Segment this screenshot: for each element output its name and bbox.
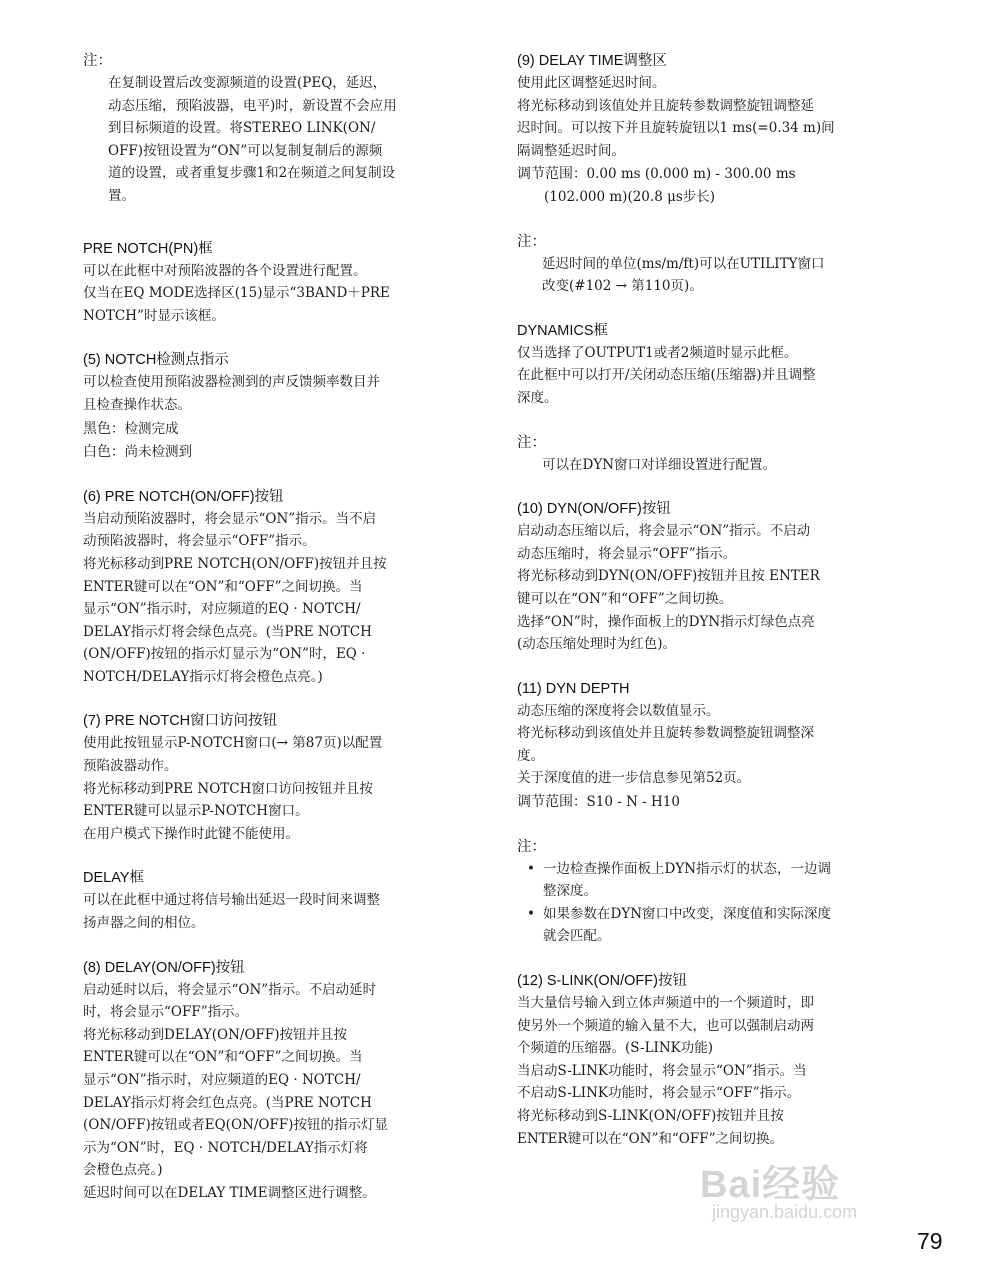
delay-time-section	[517, 50, 917, 209]
section-heading: (9) DELAY TIME调整区	[517, 53, 667, 69]
bullet-item	[517, 858, 917, 903]
text-line: 一边检查操作面板上DYN指示灯的状态，一边调	[543, 860, 832, 877]
range-label: 调节范围	[517, 793, 573, 810]
section-heading: (6) PRE NOTCH(ON/OFF)按钮	[83, 488, 284, 505]
slink-button-section	[517, 970, 917, 1150]
baidu-watermark	[700, 1153, 857, 1223]
section-heading: DELAY框	[83, 870, 144, 887]
text-line: 会橙色点亮。)	[83, 1162, 163, 1179]
text-line: 当启动预陷波器时，将会显示“ON”指示。当不启	[83, 510, 377, 527]
section-body	[83, 371, 478, 463]
text-line: 仅当选择了OUTPUT1或者2频道时显示此框。	[517, 344, 798, 361]
text-line: 使用此按钮显示P-NOTCH窗口(→ 第87页)以配置	[83, 735, 383, 752]
text-line: NOTCH”时显示该框。	[83, 307, 225, 324]
text-line: 深度。	[517, 389, 558, 406]
dyn-button-section	[517, 498, 917, 656]
text-line: 在用户模式下操作时此键不能使用。	[83, 825, 299, 842]
black-label: 黑色	[83, 419, 111, 436]
text-line: 将光标移动到该值处并且旋转参数调整旋钮调整深	[517, 725, 814, 742]
text-line: 显示“ON”指示时，对应频道的EQ · NOTCH/	[83, 601, 361, 618]
text-line: DELAY指示灯将会绿色点亮。(当PRE NOTCH	[83, 623, 372, 640]
text-line: 将光标移动到DELAY(ON/OFF)按钮并且按	[83, 1026, 348, 1043]
bullet-item	[517, 903, 917, 948]
note-section-3	[517, 432, 917, 477]
text-line: 时，将会显示“OFF”指示。	[83, 1004, 249, 1021]
black-status-row	[83, 417, 478, 441]
white-status-row	[83, 440, 478, 464]
text-line: 置。	[108, 187, 135, 204]
text-line: ENTER键可以在“ON”和“OFF”之间切换。当	[83, 578, 363, 595]
text-line: 动态压缩，预陷波器，电平)时，新设置不会应用	[108, 97, 397, 114]
section-body	[83, 732, 478, 845]
white-label: 白色	[83, 443, 111, 460]
text-line: 将光标移动到PRE NOTCH窗口访问按钮并且按	[83, 780, 373, 797]
section-heading: PRE NOTCH(PN)框	[83, 240, 213, 257]
text-line: 启动动态压缩以后，将会显示“ON”指示。不启动	[517, 523, 811, 540]
note-body	[517, 253, 917, 298]
text-line: NOTCH/DELAY指示灯将会橙色点亮。)	[83, 668, 323, 685]
dyn-depth-section	[517, 678, 917, 814]
text-line: 动态压缩时，将会显示“OFF”指示。	[517, 545, 737, 562]
range-label: 调节范围	[517, 165, 573, 182]
text-line: ENTER键可以显示P-NOTCH窗口。	[83, 803, 309, 820]
section-body	[83, 260, 478, 328]
text-line: 动态压缩的深度将会以数值显示。	[517, 702, 720, 719]
section-body	[83, 889, 478, 934]
text-line: 动预陷波器时，将会显示“OFF”指示。	[83, 533, 316, 550]
text-line: 到目标频道的设置。将STEREO LINK(ON/	[108, 120, 376, 137]
section-heading: (12) S-LINK(ON/OFF)按钮	[517, 973, 687, 990]
section-heading: DYNAMICS框	[517, 322, 609, 339]
text-line: 当启动S-LINK功能时，将会显示“ON”指示。当	[517, 1062, 807, 1079]
note-body	[517, 858, 917, 948]
text-line: 将光标移动到PRE NOTCH(ON/OFF)按钮并且按	[83, 555, 387, 572]
black-text: ：检测完成	[111, 420, 179, 437]
text-line: 可以在此框中通过将信号输出延迟一段时间来调整	[83, 892, 380, 909]
text-line: 整深度。	[543, 883, 597, 900]
text-line: 示为“ON”时，EQ · NOTCH/DELAY指示灯将	[83, 1139, 368, 1156]
text-line: 将光标移动到S-LINK(ON/OFF)按钮并且按	[517, 1108, 784, 1124]
delay-button-section	[83, 957, 478, 1205]
section-heading: (8) DELAY(ON/OFF)按钮	[83, 959, 245, 976]
text-line: DELAY指示灯将会红色点亮。(当PRE NOTCH	[83, 1094, 372, 1111]
section-body	[83, 979, 478, 1205]
dynamics-frame-section	[517, 320, 917, 410]
text-line: 迟时间。可以按下并且旋转旋钮以1 ms(=0.34 m)间	[517, 120, 835, 137]
text-line: 预陷波器动作。	[83, 758, 178, 775]
range-value: ：0.00 ms (0.000 m) - 300.00 ms	[573, 166, 796, 183]
section-body	[517, 520, 917, 656]
text-line: 使用此区调整延迟时间。	[517, 75, 666, 91]
section-heading: (5) NOTCH检测点指示	[83, 352, 229, 369]
text-line: (ON/OFF)按钮或者EQ(ON/OFF)按钮的指示灯显	[83, 1117, 388, 1134]
pre-notch-window-section	[83, 710, 478, 845]
section-heading: (7) PRE NOTCH窗口访问按钮	[83, 713, 278, 730]
section-body	[517, 700, 917, 814]
text-line: ENTER键可以在“ON”和“OFF”之间切换。	[517, 1130, 783, 1147]
text-line: 当大量信号输入到立体声频道中的一个频道时，即	[517, 995, 814, 1012]
text-line: 可以检查使用预陷波器检测到的声反馈频率数目并	[83, 374, 380, 391]
section-body	[517, 72, 917, 209]
note-body	[517, 454, 917, 477]
left-column	[83, 50, 478, 1205]
note-section-1	[83, 50, 478, 208]
bullet-icon: •	[527, 905, 535, 922]
text-line: (动态压缩处理时为红色)。	[517, 636, 677, 653]
text-line: 将光标移动到该值处并且旋转参数调整旋钮调整延	[517, 97, 814, 114]
text-line: 隔调整延迟时间。	[517, 142, 625, 159]
page-number: 79	[917, 1228, 943, 1254]
text-line: 使另外一个频道的输入量不大，也可以强制启动两	[517, 1017, 814, 1034]
text-line: 延迟时间可以在DELAY TIME调整区进行调整。	[83, 1184, 376, 1201]
text-line: (ON/OFF)按钮的指示灯显示为“ON”时，EQ ·	[83, 646, 366, 663]
section-heading: (11) DYN DEPTH	[517, 680, 630, 697]
note-body	[83, 72, 478, 208]
text-line: 键可以在“ON”和“OFF”之间切换。	[517, 590, 733, 607]
note-section-4	[517, 836, 917, 948]
text-line: 启动延时以后，将会显示“ON”指示。不启动延时	[83, 981, 377, 998]
text-line: 关于深度值的进一步信息参见第52页。	[517, 770, 751, 787]
text-line: 个频道的压缩器。(S-LINK功能)	[517, 1040, 714, 1057]
text-line: OFF)按钮设置为“ON”可以复制复制后的源频	[108, 142, 383, 159]
range-continuation: (102.000 m)(20.8 μs步长)	[544, 188, 716, 205]
section-heading: (10) DYN(ON/OFF)按钮	[517, 501, 671, 518]
text-line: 扬声器之间的相位。	[83, 915, 205, 932]
right-column	[517, 50, 917, 1150]
text-line: 仅当在EQ MODE选择区(15)显示“3BAND＋PRE	[83, 285, 390, 302]
text-line: 就会匹配。	[543, 928, 611, 945]
text-line: 可以在此框中对预陷波器的各个设置进行配置。	[83, 262, 367, 279]
bullet-icon: •	[527, 860, 535, 877]
pre-notch-frame-section	[83, 238, 478, 328]
range-row	[517, 790, 917, 814]
note-title: 注：	[517, 233, 546, 250]
range-row	[517, 162, 917, 186]
note-title: 注：	[517, 838, 546, 855]
text-line: 改变(#102 → 第110页)。	[542, 278, 703, 295]
text-line: 且检查操作状态。	[83, 396, 191, 413]
text-line: 延迟时间的单位(ms/m/ft)可以在UTILITY窗口	[542, 255, 825, 272]
watermark-url: jingyan.baidu.com	[712, 1202, 858, 1222]
text-line: ENTER键可以在“ON”和“OFF”之间切换。当	[83, 1049, 363, 1066]
note-title: 注：	[83, 53, 112, 69]
text-line: 道的设置，或者重复步骤1和2在频道之间复制设	[108, 165, 396, 182]
watermark-logo: Bai经验	[700, 1164, 841, 1206]
text-line: 显示“ON”指示时，对应频道的EQ · NOTCH/	[83, 1072, 361, 1088]
text-line: 可以在DYN窗口对详细设置进行配置。	[542, 456, 777, 473]
note-title: 注：	[517, 434, 546, 451]
text-line: 在复制设置后改变源频道的设置(PEQ，延迟，	[108, 75, 387, 91]
text-line: 不启动S-LINK功能时，将会显示“OFF”指示。	[517, 1085, 801, 1102]
text-line: 度。	[517, 747, 544, 764]
delay-frame-section	[83, 867, 478, 934]
section-body	[517, 342, 917, 410]
text-line: 如果参数在DYN窗口中改变，深度值和实际深度	[543, 905, 832, 922]
range-value: ：S10 - N - H10	[573, 794, 680, 811]
text-line: 选择“ON”时，操作面板上的DYN指示灯绿色点亮	[517, 613, 815, 630]
notch-indicator-section	[83, 349, 478, 463]
text-line: 将光标移动到DYN(ON/OFF)按钮并且按 ENTER	[517, 568, 820, 585]
pre-notch-button-section	[83, 486, 478, 689]
section-body	[517, 992, 917, 1150]
section-body	[83, 508, 478, 689]
white-text: ：尚未检测到	[111, 444, 192, 461]
note-section-2	[517, 231, 917, 298]
text-line: 在此框中可以打开/关闭动态压缩(压缩器)并且调整	[517, 367, 816, 384]
